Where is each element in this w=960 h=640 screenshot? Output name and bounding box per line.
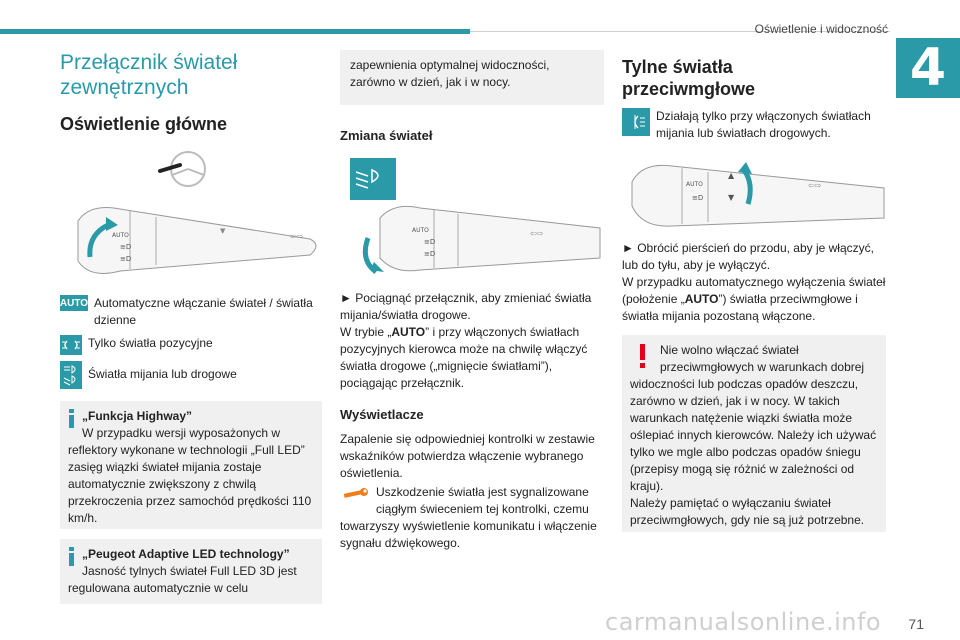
indicator-position-row: [60, 335, 322, 355]
rear-fog-auto-text: [622, 274, 886, 325]
auto-icon: AUTO: [60, 295, 88, 311]
warning-text: Nie wolno włączać świateł przeciwmgłowych w warunkach dobrej widoczności lub podczas opadów deszczu, zarówno w dzień, jak i w nocy. W takich warunkach natężenie wiązki światła może oślepiać innych kierowców. Należy ich używać tylko we mgle albo podczas opadów śniegu (przepisy mogą się różnić w zależności od kraju).: [630, 343, 877, 493]
svg-text:▼: ▼: [728, 193, 735, 202]
indicator-auto-row: [60, 295, 322, 329]
note-highway-body: W przypadku wersji wyposażonych w reflektory wykonane w technologii „Full LED” zasięg wiązki świateł mijania zostaje automatycznie zwiększony z chwilą przekroczenia przez samochód prędkości 110 km/h.: [68, 426, 312, 525]
beam-change-step: ► Pociągnąć przełącznik, aby zmieniać światła mijania/światła drogowe.: [340, 291, 592, 322]
svg-text:⇦⇨: ⇦⇨: [290, 232, 304, 241]
column-1: [60, 50, 322, 604]
rear-fog-title-line2: przeciwmgłowe: [622, 79, 756, 99]
lighting-stalk-illustration: [60, 199, 322, 281]
svg-text:≡D: ≡D: [424, 238, 436, 246]
c3p2-bold: AUTO: [684, 292, 719, 306]
rear-fog-heading: [622, 56, 886, 100]
low-high-beam-icon: [60, 361, 82, 389]
svg-text:≡D: ≡D: [120, 255, 132, 263]
page-number: 71: [908, 616, 924, 632]
svg-text:AUTO: AUTO: [112, 232, 129, 239]
svg-text:⇦⇨: ⇦⇨: [808, 181, 822, 190]
rear-fog-title-line1: Tylne światła: [622, 57, 733, 77]
displays-text: Zapalenie się odpowiedniej kontrolki w zestawie wskaźników potwierdza włączenie wybranego oświetlenia.: [340, 432, 595, 480]
note-adaptive-title: „Peugeot Adaptive LED technology”: [82, 547, 290, 561]
beam-change-auto-text: [340, 324, 604, 392]
header-section-title: Oświetlenie i widoczność: [754, 22, 888, 36]
main-lighting-heading: Oświetlenie główne: [60, 114, 228, 134]
indicator-beam-row: [60, 361, 322, 389]
beam-change-illustration: [340, 158, 604, 276]
indicator-beam-text: Światła mijania lub drogowe: [88, 367, 237, 381]
note-adaptive-body: Jasność tylnych świateł Full LED 3D jest regulowana automatycznie w celu: [68, 564, 297, 595]
column-2: [340, 50, 604, 558]
svg-text:AUTO: AUTO: [412, 227, 429, 234]
c3p2-post: ”) światła przeciwmgłowe i światła mijania pozostaną włączone.: [622, 292, 858, 323]
indicator-auto-text: Automatyczne włączanie świateł / światła dzienne: [94, 296, 313, 327]
svg-text:⇦⇨: ⇦⇨: [530, 229, 544, 238]
warning-text-2: Należy pamiętać o wyłączaniu świateł przeciwmgłowych, gdy nie są już potrzebne.: [630, 496, 865, 527]
rear-fog-step: ► Obrócić pierścień do przodu, aby je włączyć, lub do tyłu, aby je wyłączyć.: [622, 241, 874, 272]
note-adaptive-continued: zapewnienia optymalnej widoczności, zarówno w dzień, jak i w nocy.: [350, 58, 550, 89]
c3p2-pre: W przypadku automatycznego wyłączenia świateł (położenie „: [622, 275, 886, 306]
fault-row: [340, 484, 604, 552]
svg-text:▼: ▼: [220, 227, 226, 235]
steering-wheel-illustration: [60, 145, 322, 193]
section-title-line1: Przełącznik świateł: [60, 51, 238, 74]
indicator-position-text: Tylko światła pozycyjne: [88, 336, 213, 350]
svg-text:AUTO: AUTO: [686, 181, 703, 188]
rear-fog-intro-row: [622, 108, 886, 142]
p2-bold: AUTO: [391, 325, 426, 339]
wrench-icon: [340, 484, 374, 504]
svg-text:≡D: ≡D: [120, 243, 132, 251]
rear-fog-illustration: [622, 148, 886, 228]
position-lights-icon: [60, 335, 82, 355]
svg-text:▲: ▲: [728, 171, 735, 180]
section-title-line2: zewnętrznych: [60, 76, 189, 99]
rear-fog-icon: [622, 108, 650, 136]
info-icon: [68, 408, 76, 428]
header-accent-bar: [0, 29, 470, 34]
info-note-adaptive-cont: [340, 50, 604, 105]
fault-text: Uszkodzenie światła jest sygnalizowane ciągłym świeceniem tej kontrolki, czemu towarzyszy wyświetlenie komunikatu i włączenie sygnału dźwiękowego.: [340, 485, 597, 550]
warning-icon: [630, 342, 660, 370]
p2-post: ” i przy włączonych światłach pozycyjnych kierowca może na chwilę włączyć światła drogowe („mignięcie światłami”), pociągając przełącznik.: [340, 325, 588, 390]
note-highway-title: „Funkcja Highway”: [82, 409, 193, 423]
svg-text:≡D: ≡D: [424, 250, 436, 258]
p2-pre: W trybie „: [340, 325, 392, 339]
displays-heading: Wyświetlacze: [340, 407, 424, 422]
rear-fog-intro-text: Działają tylko przy włączonych światłach mijania lub światłach drogowych.: [656, 109, 871, 140]
beam-change-heading: Zmiana świateł: [340, 128, 433, 143]
warning-note: [622, 335, 886, 532]
info-note-highway: [60, 401, 322, 529]
watermark: carmanualsonline.info: [605, 608, 882, 636]
section-title: [60, 50, 322, 100]
svg-text:≡D: ≡D: [692, 194, 704, 202]
column-3: [622, 56, 886, 532]
info-icon: [68, 546, 76, 566]
chapter-number: 4: [896, 38, 960, 98]
info-note-adaptive: [60, 539, 322, 604]
